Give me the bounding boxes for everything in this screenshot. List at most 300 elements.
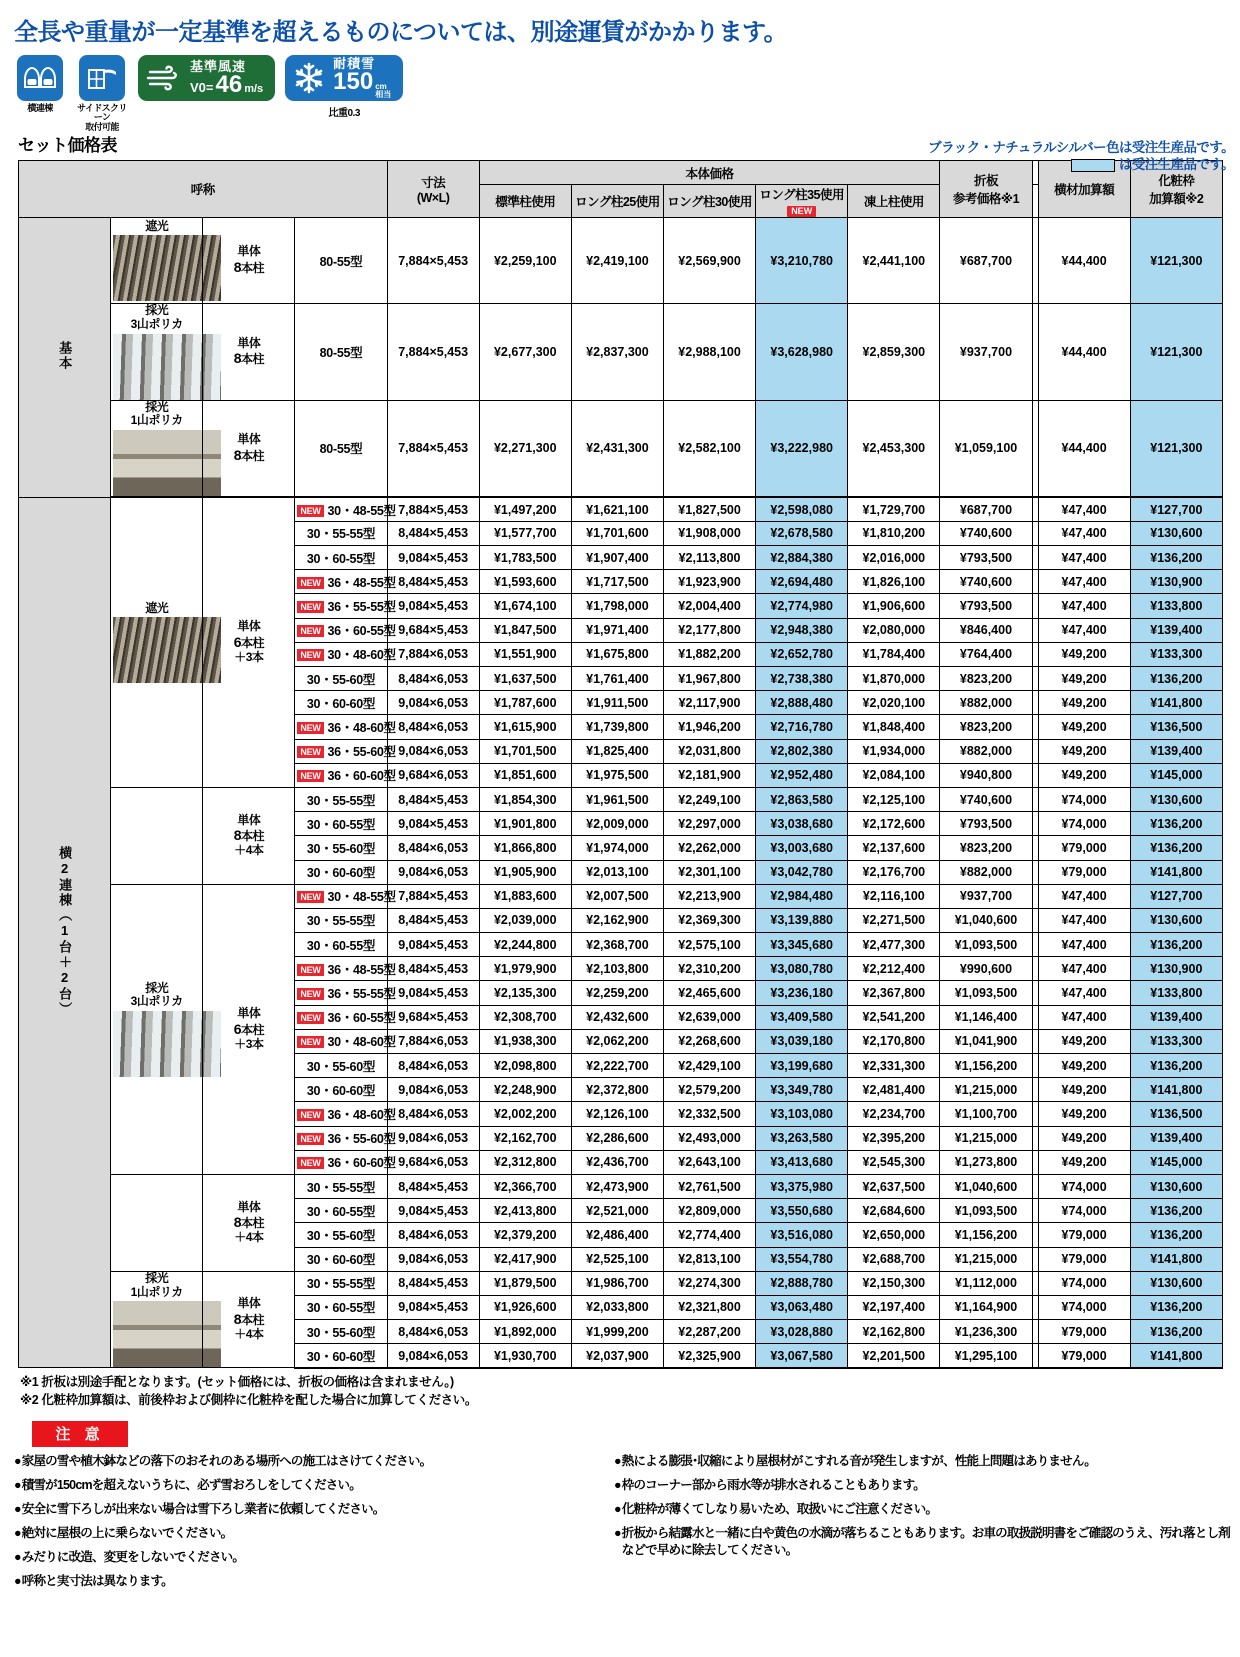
- caution-item: [614, 1453, 1234, 1470]
- price-cell-5: ¥2,080,000: [848, 618, 940, 642]
- new-badge: NEW: [297, 601, 323, 613]
- yokozai-surcharge-cell: ¥49,200: [1038, 715, 1130, 739]
- table-row: [19, 497, 1223, 521]
- price-cell-2: ¥2,062,200: [571, 1029, 663, 1053]
- price-cell-5: ¥2,084,100: [848, 763, 940, 787]
- group-label: 基本: [19, 218, 111, 498]
- dimension-cell: 8,484×5,453: [387, 1271, 479, 1295]
- model-name-cell: NEW 36・60-55型: [295, 618, 387, 642]
- side-by-side-carport-icon: [17, 55, 63, 101]
- orita-price-cell: ¥1,112,000: [940, 1271, 1032, 1295]
- orita-price-cell: ¥823,200: [940, 667, 1032, 691]
- orita-price-cell: ¥1,164,900: [940, 1295, 1032, 1319]
- orita-price-cell: ¥793,500: [940, 812, 1032, 836]
- orita-price-cell: ¥1,100,700: [940, 1102, 1032, 1126]
- price-cell-4: ¥3,080,780: [756, 957, 848, 981]
- orita-price-cell: ¥940,800: [940, 763, 1032, 787]
- price-cell-2: ¥1,975,500: [571, 763, 663, 787]
- snow-value: 150: [333, 67, 374, 95]
- price-cell-2: ¥1,999,200: [571, 1320, 663, 1344]
- price-cell-5: ¥2,212,400: [848, 957, 940, 981]
- dimension-cell: 8,484×6,053: [387, 1054, 479, 1078]
- price-cell-1: ¥1,787,600: [479, 691, 571, 715]
- price-cell-4: ¥3,042,780: [756, 860, 848, 884]
- keshowaku-surcharge-cell: ¥136,200: [1130, 546, 1222, 570]
- page-headline: 全長や重量が一定基準を超えるものについては、別途運賃がかかります。: [14, 19, 788, 46]
- dimension-cell: 8,484×6,053: [387, 836, 479, 860]
- pole-config-cell: 単体 8本柱 ＋4本: [203, 1271, 295, 1368]
- roof-type-label: 採光 1山ポリカ: [130, 399, 183, 428]
- snowflake-icon: [293, 62, 325, 94]
- keshowaku-surcharge-cell: ¥121,300: [1130, 304, 1222, 401]
- dimension-cell: 8,484×5,453: [387, 570, 479, 594]
- price-cell-1: ¥1,926,600: [479, 1295, 571, 1319]
- orita-price-cell: ¥1,146,400: [940, 1005, 1032, 1029]
- price-cell-5: ¥2,453,300: [848, 400, 940, 497]
- pole-config-cell: 単体 8本柱 ＋4本: [203, 787, 295, 884]
- price-cell-1: ¥2,677,300: [479, 304, 571, 401]
- price-cell-1: ¥1,930,700: [479, 1344, 571, 1368]
- caution-item: [14, 1501, 614, 1518]
- dimension-cell: 7,884×5,453: [387, 884, 479, 908]
- price-cell-5: ¥2,176,700: [848, 860, 940, 884]
- price-cell-1: ¥2,039,000: [479, 908, 571, 932]
- keshowaku-surcharge-cell: ¥133,800: [1130, 594, 1222, 618]
- model-name-cell: 80-55型: [295, 218, 387, 304]
- price-cell-3: ¥2,274,300: [663, 1271, 755, 1295]
- model-name-cell: 30・60-60型: [295, 1247, 387, 1271]
- orita-price-cell: ¥1,215,000: [940, 1247, 1032, 1271]
- yokozai-surcharge-cell: ¥49,200: [1038, 667, 1130, 691]
- yokozai-surcharge-cell: ¥79,000: [1038, 1223, 1130, 1247]
- price-cell-5: ¥2,150,300: [848, 1271, 940, 1295]
- col-header-price-5: 凍上柱使用: [848, 185, 940, 218]
- caution-list-right: [614, 1453, 1234, 1596]
- orita-price-cell: ¥1,215,000: [940, 1078, 1032, 1102]
- price-cell-3: ¥2,643,100: [663, 1150, 755, 1174]
- footnote-2: ※2 化粧枠加算額は、前後枠および側枠に化粧枠を配した場合に加算してください。: [20, 1393, 477, 1408]
- price-cell-4: ¥3,345,680: [756, 933, 848, 957]
- price-cell-5: ¥2,545,300: [848, 1150, 940, 1174]
- yokozai-surcharge-cell: ¥49,200: [1038, 1029, 1130, 1053]
- price-cell-2: ¥2,103,800: [571, 957, 663, 981]
- price-cell-4: ¥2,716,780: [756, 715, 848, 739]
- price-cell-3: ¥2,297,000: [663, 812, 755, 836]
- price-cell-2: ¥1,825,400: [571, 739, 663, 763]
- new-badge: NEW: [297, 891, 323, 903]
- price-cell-2: ¥2,521,000: [571, 1199, 663, 1223]
- made-to-order-note: [928, 140, 1234, 174]
- yokozai-surcharge-cell: ¥47,400: [1038, 981, 1130, 1005]
- price-cell-1: ¥1,577,700: [479, 521, 571, 545]
- keshowaku-surcharge-cell: ¥136,500: [1130, 715, 1222, 739]
- roof-type-label: 遮光: [145, 218, 169, 233]
- dimension-cell: 8,484×6,053: [387, 1102, 479, 1126]
- price-cell-4: ¥2,948,380: [756, 618, 848, 642]
- orita-price-cell: ¥1,236,300: [940, 1320, 1032, 1344]
- price-cell-3: ¥2,031,800: [663, 739, 755, 763]
- caution-item: [14, 1477, 614, 1494]
- yokozai-surcharge-cell: ¥47,400: [1038, 546, 1130, 570]
- price-cell-4: ¥2,888,780: [756, 1271, 848, 1295]
- price-cell-3: ¥2,117,900: [663, 691, 755, 715]
- caution-text: 呼称と実寸法は異なります。: [21, 1573, 173, 1588]
- price-cell-5: ¥2,477,300: [848, 933, 940, 957]
- keshowaku-surcharge-cell: ¥136,200: [1130, 812, 1222, 836]
- yokozai-surcharge-cell: ¥47,400: [1038, 957, 1130, 981]
- price-cell-1: ¥1,938,300: [479, 1029, 571, 1053]
- price-cell-3: ¥2,310,200: [663, 957, 755, 981]
- wind-spec-title: 基準風速: [190, 58, 247, 74]
- roof-type-cell: [111, 304, 203, 401]
- caution-item: [14, 1549, 614, 1566]
- model-name-cell: NEW 30・48-60型: [295, 642, 387, 666]
- col-header-dimension: 寸法 (W×L): [387, 161, 479, 218]
- keshowaku-surcharge-cell: ¥133,800: [1130, 981, 1222, 1005]
- price-cell-3: ¥2,639,000: [663, 1005, 755, 1029]
- keshowaku-surcharge-cell: ¥121,300: [1130, 400, 1222, 497]
- price-cell-4: ¥2,774,980: [756, 594, 848, 618]
- price-cell-2: ¥2,037,900: [571, 1344, 663, 1368]
- orita-price-cell: ¥740,600: [940, 570, 1032, 594]
- price-cell-4: ¥3,236,180: [756, 981, 848, 1005]
- keshowaku-surcharge-cell: ¥136,200: [1130, 1223, 1222, 1247]
- keshowaku-surcharge-cell: ¥139,400: [1130, 1005, 1222, 1029]
- price-cell-2: ¥1,971,400: [571, 618, 663, 642]
- price-cell-1: ¥1,593,600: [479, 570, 571, 594]
- price-cell-1: ¥1,783,500: [479, 546, 571, 570]
- yokozai-surcharge-cell: ¥79,000: [1038, 1320, 1130, 1344]
- price-cell-1: ¥2,162,700: [479, 1126, 571, 1150]
- price-cell-5: ¥2,367,800: [848, 981, 940, 1005]
- pole-config-cell: 単体 8本柱: [203, 304, 295, 401]
- caution-text: みだりに改造、変更をしないでください。: [21, 1549, 245, 1564]
- dimension-cell: 9,684×5,453: [387, 618, 479, 642]
- price-cell-5: ¥2,395,200: [848, 1126, 940, 1150]
- dimension-cell: 9,684×5,453: [387, 1005, 479, 1029]
- price-cell-2: ¥2,007,500: [571, 884, 663, 908]
- price-cell-2: ¥2,033,800: [571, 1295, 663, 1319]
- dimension-cell: 8,484×5,453: [387, 787, 479, 811]
- new-badge: NEW: [297, 625, 323, 637]
- yokozai-surcharge-cell: ¥49,200: [1038, 1054, 1130, 1078]
- col-header-price-1: 標準柱使用: [479, 185, 571, 218]
- dimension-cell: 7,884×5,453: [387, 304, 479, 401]
- dimension-cell: 8,484×6,053: [387, 667, 479, 691]
- price-cell-4: ¥2,884,380: [756, 546, 848, 570]
- model-name-cell: 30・55-55型: [295, 787, 387, 811]
- side-screen-icon: [79, 55, 125, 101]
- price-cell-4: ¥3,222,980: [756, 400, 848, 497]
- snow-unit-top: cm: [375, 81, 387, 91]
- keshowaku-surcharge-cell: ¥136,200: [1130, 1054, 1222, 1078]
- dimension-cell: 9,084×6,053: [387, 1344, 479, 1368]
- made-to-order-colors-line: ブラック・ナチュラルシルバー色は受注生産品です。: [928, 140, 1234, 155]
- made-to-order-swatch: [1071, 159, 1115, 172]
- wind-prefix: V0=: [190, 79, 214, 95]
- bullet-icon: ●: [14, 1549, 21, 1564]
- yokozai-surcharge-cell: ¥47,400: [1038, 570, 1130, 594]
- price-cell-2: ¥2,259,200: [571, 981, 663, 1005]
- orita-price-cell: ¥740,600: [940, 521, 1032, 545]
- pole-config-cell: 単体 6本柱 ＋3本: [203, 884, 295, 1174]
- price-cell-5: ¥2,172,600: [848, 812, 940, 836]
- price-cell-2: ¥2,368,700: [571, 933, 663, 957]
- price-cell-1: ¥2,312,800: [479, 1150, 571, 1174]
- price-cell-4: ¥2,678,580: [756, 521, 848, 545]
- dimension-cell: 8,484×5,453: [387, 521, 479, 545]
- col-header-price-2: ロング柱25使用: [571, 185, 663, 218]
- orita-price-cell: ¥1,215,000: [940, 1126, 1032, 1150]
- yokozai-surcharge-cell: ¥44,400: [1038, 304, 1130, 401]
- model-name-cell: 30・55-55型: [295, 521, 387, 545]
- new-badge: NEW: [297, 964, 323, 976]
- model-name-cell: 30・55-60型: [295, 1223, 387, 1247]
- yokozai-surcharge-cell: ¥74,000: [1038, 812, 1130, 836]
- price-cell-1: ¥2,244,800: [479, 933, 571, 957]
- price-cell-3: ¥2,813,100: [663, 1247, 755, 1271]
- model-name-cell: NEW 36・55-55型: [295, 594, 387, 618]
- price-cell-3: ¥1,882,200: [663, 642, 755, 666]
- price-cell-1: ¥2,366,700: [479, 1174, 571, 1198]
- dimension-cell: 9,084×6,053: [387, 860, 479, 884]
- yokozai-surcharge-cell: ¥74,000: [1038, 1199, 1130, 1223]
- caution-text: 安全に雪下ろしが出来ない場合は雪下ろし業者に依頼してください。: [21, 1501, 385, 1516]
- price-cell-1: ¥1,905,900: [479, 860, 571, 884]
- yokozai-surcharge-cell: ¥49,200: [1038, 1078, 1130, 1102]
- model-name-cell: 30・60-60型: [295, 860, 387, 884]
- roof-type-cell: [111, 400, 203, 497]
- price-cell-2: ¥2,013,100: [571, 860, 663, 884]
- set-price-table: [18, 160, 1223, 1369]
- price-cell-3: ¥2,569,900: [663, 218, 755, 304]
- model-name-cell: 30・55-55型: [295, 1271, 387, 1295]
- price-cell-1: ¥1,883,600: [479, 884, 571, 908]
- col-header-keshowaku: 化粧枠 加算額※2: [1130, 161, 1222, 218]
- price-cell-4: ¥3,516,080: [756, 1223, 848, 1247]
- yokozai-surcharge-cell: ¥74,000: [1038, 787, 1130, 811]
- price-cell-3: ¥2,004,400: [663, 594, 755, 618]
- price-cell-2: ¥2,162,900: [571, 908, 663, 932]
- yokozai-surcharge-cell: ¥49,200: [1038, 691, 1130, 715]
- price-cell-5: ¥2,684,600: [848, 1199, 940, 1223]
- wind-icon: [146, 63, 182, 93]
- price-cell-5: ¥1,934,000: [848, 739, 940, 763]
- keshowaku-surcharge-cell: ¥136,200: [1130, 836, 1222, 860]
- price-cell-1: ¥2,135,300: [479, 981, 571, 1005]
- dimension-cell: 7,884×6,053: [387, 1029, 479, 1053]
- new-badge: NEW: [297, 1133, 323, 1145]
- dimension-cell: 9,084×5,453: [387, 812, 479, 836]
- dimension-cell: 9,084×5,453: [387, 933, 479, 957]
- model-name-cell: NEW 36・60-55型: [295, 1005, 387, 1029]
- dimension-cell: 8,484×5,453: [387, 1174, 479, 1198]
- col-header-name: 呼称: [19, 161, 388, 218]
- price-cell-1: ¥1,879,500: [479, 1271, 571, 1295]
- keshowaku-surcharge-cell: ¥130,600: [1130, 908, 1222, 932]
- price-cell-3: ¥1,908,000: [663, 521, 755, 545]
- col-header-body-price: 本体価格: [479, 161, 940, 185]
- keshowaku-surcharge-cell: ¥130,600: [1130, 787, 1222, 811]
- price-cell-1: ¥1,701,500: [479, 739, 571, 763]
- new-badge: NEW: [297, 746, 323, 758]
- dimension-cell: 7,884×6,053: [387, 642, 479, 666]
- bullet-icon: ●: [14, 1501, 21, 1516]
- roof-type-label: 遮光: [145, 600, 169, 615]
- orita-price-cell: ¥793,500: [940, 594, 1032, 618]
- dimension-cell: 9,684×6,053: [387, 1150, 479, 1174]
- roof-type-cell: [111, 787, 203, 884]
- keshowaku-surcharge-cell: ¥127,700: [1130, 884, 1222, 908]
- price-cell-5: ¥2,170,800: [848, 1029, 940, 1053]
- orita-price-cell: ¥1,156,200: [940, 1054, 1032, 1078]
- model-name-cell: 30・60-55型: [295, 933, 387, 957]
- price-cell-5: ¥1,729,700: [848, 497, 940, 521]
- keshowaku-surcharge-cell: ¥136,200: [1130, 933, 1222, 957]
- yokozai-surcharge-cell: ¥79,000: [1038, 860, 1130, 884]
- yokozai-surcharge-cell: ¥47,400: [1038, 1005, 1130, 1029]
- price-cell-2: ¥1,675,800: [571, 642, 663, 666]
- keshowaku-surcharge-cell: ¥136,200: [1130, 1199, 1222, 1223]
- caution-text: 絶対に屋根の上に乗らないでください。: [21, 1525, 233, 1540]
- new-badge: NEW: [297, 1012, 323, 1024]
- bullet-icon: ●: [614, 1525, 621, 1540]
- roof-type-cell: [111, 497, 203, 787]
- dimension-cell: 9,084×6,053: [387, 1126, 479, 1150]
- table-row: [19, 400, 1223, 497]
- price-cell-1: ¥2,248,900: [479, 1078, 571, 1102]
- keshowaku-surcharge-cell: ¥136,200: [1130, 1295, 1222, 1319]
- price-cell-1: ¥1,551,900: [479, 642, 571, 666]
- caution-item: [14, 1573, 614, 1590]
- price-cell-2: ¥2,009,000: [571, 812, 663, 836]
- price-cell-3: ¥2,321,800: [663, 1295, 755, 1319]
- page-title: セット価格表: [18, 136, 117, 155]
- made-to-order-swatch-label: は受注生産品です。: [1118, 156, 1234, 172]
- new-badge: NEW: [297, 1036, 323, 1048]
- yokozai-surcharge-cell: ¥49,200: [1038, 1102, 1130, 1126]
- price-cell-2: ¥2,419,100: [571, 218, 663, 304]
- price-cell-2: ¥1,911,500: [571, 691, 663, 715]
- price-cell-5: ¥2,441,100: [848, 218, 940, 304]
- orita-price-cell: ¥1,059,100: [940, 400, 1032, 497]
- caution-item: [14, 1525, 614, 1542]
- model-name-cell: 30・55-60型: [295, 1054, 387, 1078]
- footnote-1: ※1 折板は別途手配となります。(セット価格には、折板の価格は含まれません。): [20, 1374, 454, 1389]
- price-cell-3: ¥2,287,200: [663, 1320, 755, 1344]
- new-badge: NEW: [297, 722, 323, 734]
- dimension-cell: 9,084×6,053: [387, 691, 479, 715]
- bullet-icon: ●: [614, 1478, 621, 1493]
- bullet-icon: ●: [14, 1454, 21, 1469]
- orita-price-cell: ¥882,000: [940, 691, 1032, 715]
- price-cell-5: ¥1,784,400: [848, 642, 940, 666]
- dimension-cell: 7,884×5,453: [387, 218, 479, 304]
- price-cell-1: ¥1,866,800: [479, 836, 571, 860]
- new-badge: NEW: [297, 649, 323, 661]
- dimension-cell: 7,884×5,453: [387, 497, 479, 521]
- price-cell-4: ¥2,598,080: [756, 497, 848, 521]
- caution-item: [614, 1525, 1234, 1559]
- price-cell-5: ¥2,016,000: [848, 546, 940, 570]
- yokozai-surcharge-cell: ¥47,400: [1038, 618, 1130, 642]
- orita-price-cell: ¥1,273,800: [940, 1150, 1032, 1174]
- table-row: [19, 1271, 1223, 1295]
- price-cell-4: ¥3,263,580: [756, 1126, 848, 1150]
- col-header-yokozai: 横材加算額: [1038, 161, 1130, 218]
- roof-type-cell: [111, 884, 203, 1174]
- group-label: 横2連棟（1台＋2台）: [19, 497, 111, 1368]
- new-badge: NEW: [297, 1109, 323, 1121]
- snow-spec: [285, 55, 403, 119]
- orita-price-cell: ¥687,700: [940, 497, 1032, 521]
- price-cell-3: ¥2,113,800: [663, 546, 755, 570]
- yokozai-surcharge-cell: ¥47,400: [1038, 521, 1130, 545]
- dimension-cell: 8,484×5,453: [387, 957, 479, 981]
- price-cell-3: ¥2,301,100: [663, 860, 755, 884]
- price-cell-4: ¥3,413,680: [756, 1150, 848, 1174]
- caution-text: 折板から結露水と一緒に白や黄色の水滴が落ちることもあります。お車の取扱説明書をご確認のうえ、汚れ落とし剤などで早めに除去してください。: [621, 1525, 1230, 1557]
- price-cell-3: ¥2,988,100: [663, 304, 755, 401]
- price-cell-3: ¥1,827,500: [663, 497, 755, 521]
- col-header-price-4: ロング柱35使用 NEW: [756, 185, 848, 218]
- price-cell-3: ¥2,181,900: [663, 763, 755, 787]
- yokozai-surcharge-cell: ¥44,400: [1038, 218, 1130, 304]
- price-cell-4: ¥3,375,980: [756, 1174, 848, 1198]
- table-footnotes: [20, 1373, 1240, 1409]
- model-name-cell: NEW 36・48-60型: [295, 715, 387, 739]
- price-cell-3: ¥2,465,600: [663, 981, 755, 1005]
- price-cell-5: ¥1,906,600: [848, 594, 940, 618]
- col-header-orita: 折板 参考価格※1: [940, 161, 1032, 218]
- bullet-icon: ●: [14, 1478, 21, 1493]
- new-badge: NEW: [297, 577, 323, 589]
- price-cell-4: ¥3,003,680: [756, 836, 848, 860]
- price-cell-4: ¥2,863,580: [756, 787, 848, 811]
- roof-type-cell: [111, 1174, 203, 1271]
- price-cell-5: ¥2,125,100: [848, 787, 940, 811]
- caution-title: 注 意: [32, 1421, 128, 1447]
- model-name-cell: NEW 36・55-60型: [295, 739, 387, 763]
- price-cell-5: ¥2,331,300: [848, 1054, 940, 1078]
- table-row: [19, 304, 1223, 401]
- yokozai-surcharge-cell: ¥79,000: [1038, 836, 1130, 860]
- price-cell-3: ¥2,582,100: [663, 400, 755, 497]
- keshowaku-surcharge-cell: ¥130,600: [1130, 1271, 1222, 1295]
- dimension-cell: 7,884×5,453: [387, 400, 479, 497]
- model-name-cell: 30・60-60型: [295, 1078, 387, 1102]
- dimension-cell: 9,084×6,053: [387, 1247, 479, 1271]
- snow-density-note: 比重0.3: [328, 108, 360, 119]
- price-cell-2: ¥2,432,600: [571, 1005, 663, 1029]
- price-cell-2: ¥1,717,500: [571, 570, 663, 594]
- model-name-cell: 30・55-60型: [295, 667, 387, 691]
- col-header-price-3: ロング柱30使用: [663, 185, 755, 218]
- price-cell-3: ¥2,177,800: [663, 618, 755, 642]
- price-cell-5: ¥2,116,100: [848, 884, 940, 908]
- orita-price-cell: ¥990,600: [940, 957, 1032, 981]
- roof-type-label: 採光 3山ポリカ: [130, 303, 183, 331]
- keshowaku-surcharge-cell: ¥136,200: [1130, 1320, 1222, 1344]
- price-cell-4: ¥3,063,480: [756, 1295, 848, 1319]
- orita-price-cell: ¥1,156,200: [940, 1223, 1032, 1247]
- price-cell-1: ¥2,002,200: [479, 1102, 571, 1126]
- yokozai-surcharge-cell: ¥47,400: [1038, 594, 1130, 618]
- caution-list-left: [14, 1453, 614, 1596]
- yokozai-surcharge-cell: ¥49,200: [1038, 763, 1130, 787]
- price-cell-2: ¥2,486,400: [571, 1223, 663, 1247]
- dimension-cell: 9,084×5,453: [387, 546, 479, 570]
